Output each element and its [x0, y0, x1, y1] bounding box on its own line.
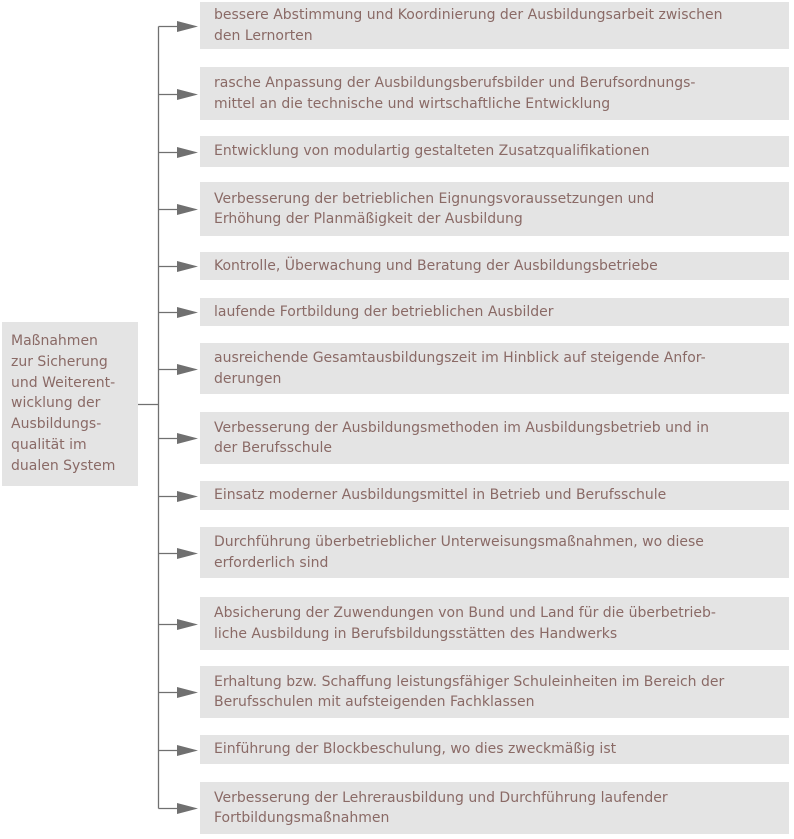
- arrowhead: [177, 307, 198, 318]
- arrowhead: [177, 147, 198, 158]
- measure-item-line: bessere Abstimmung und Koordinierung der Ausbildungsarbeit zwischen: [214, 7, 723, 23]
- measure-item-box: [200, 136, 789, 167]
- measure-item-box: [200, 298, 789, 326]
- measure-item-line: Fortbildungsmaßnahmen: [214, 810, 390, 826]
- measure-item-box: [200, 252, 789, 280]
- measure-item-box: [200, 412, 789, 464]
- measure-item-line: Absicherung der Zuwendungen von Bund und Land für die überbetrieb-: [214, 605, 716, 621]
- measure-item-line: Verbesserung der betrieblichen Eignungsvoraussetzungen und: [214, 190, 655, 207]
- measure-item-line: Entwicklung von modulartig gestalteten Zusatzqualifikationen: [214, 143, 650, 160]
- arrowhead: [177, 21, 198, 32]
- measure-item-line: Berufsschulen mit aufsteigenden Fachklassen: [214, 694, 535, 710]
- measure-item-line: den Lernorten: [214, 27, 313, 44]
- measure-item-line: Kontrolle, Überwachung und Beratung der Ausbildungsbetriebe: [214, 257, 658, 274]
- measure-item-box: [200, 666, 789, 718]
- measure-item-line: liche Ausbildung in Berufsbildungsstätten des Handwerks: [214, 625, 618, 642]
- measure-item-box: [200, 343, 789, 394]
- measure-item-line: ausreichende Gesamtausbildungszeit im Hinblick auf steigende Anfor-: [214, 350, 706, 366]
- measure-item-box: [200, 2, 789, 49]
- measure-item-line: Verbesserung der Lehrerausbildung und Durchführung laufender: [214, 789, 668, 806]
- arrowhead: [177, 364, 198, 375]
- arrowhead: [177, 433, 198, 444]
- measure-item-box: [200, 481, 789, 510]
- root-line: dualen System: [11, 457, 116, 474]
- measure-item-line: Erhaltung bzw. Schaffung leistungsfähiger Schuleinheiten im Bereich der: [214, 673, 725, 690]
- arrowhead: [177, 261, 198, 272]
- measure-item-box: [200, 735, 789, 764]
- root-line: wicklung der: [11, 395, 101, 412]
- measure-item-line: Erhöhung der Planmäßigkeit der Ausbildung: [214, 211, 523, 227]
- measure-item-line: Durchführung überbetrieblicher Unterweisungsmaßnahmen, wo diese: [214, 534, 704, 550]
- arrowhead: [177, 89, 198, 100]
- root-line: zur Sicherung: [11, 353, 108, 370]
- measure-item-line: mittel an die technische und wirtschaftliche Entwicklung: [214, 95, 611, 112]
- measure-item-line: laufende Fortbildung der betrieblichen Ausbilder: [214, 303, 554, 320]
- arrowhead: [177, 745, 198, 756]
- measure-item-line: Einführung der Blockbeschulung, wo dies zweckmäßig ist: [214, 741, 617, 758]
- measure-item-box: [200, 527, 789, 578]
- measure-item-line: erforderlich sind: [214, 554, 329, 571]
- root-line: Ausbildungs-: [11, 416, 102, 433]
- measure-item-line: rasche Anpassung der Ausbildungsberufsbilder und Berufsordnungs-: [214, 75, 696, 91]
- arrowhead: [177, 619, 198, 630]
- measure-item-box: [200, 782, 789, 834]
- arrowhead: [177, 687, 198, 698]
- measure-item-line: derungen: [214, 370, 282, 387]
- root-node-box: [2, 322, 138, 486]
- root-line: Maßnahmen: [11, 333, 98, 349]
- arrowhead: [177, 204, 198, 215]
- measure-item-line: Einsatz moderner Ausbildungsmittel in Betrieb und Berufsschule: [214, 487, 667, 504]
- arrowhead: [177, 491, 198, 502]
- root-line: und Weiterent-: [11, 374, 116, 391]
- arrowhead: [177, 548, 198, 559]
- arrowhead: [177, 803, 198, 814]
- measure-item-line: der Berufsschule: [214, 440, 333, 456]
- root-line: qualität im: [11, 436, 87, 453]
- measure-item-box: [200, 597, 789, 650]
- measure-item-line: Verbesserung der Ausbildungsmethoden im Ausbildungsbetrieb und in: [214, 419, 709, 436]
- measure-item-box: [200, 182, 789, 236]
- measure-item-box: [200, 67, 789, 120]
